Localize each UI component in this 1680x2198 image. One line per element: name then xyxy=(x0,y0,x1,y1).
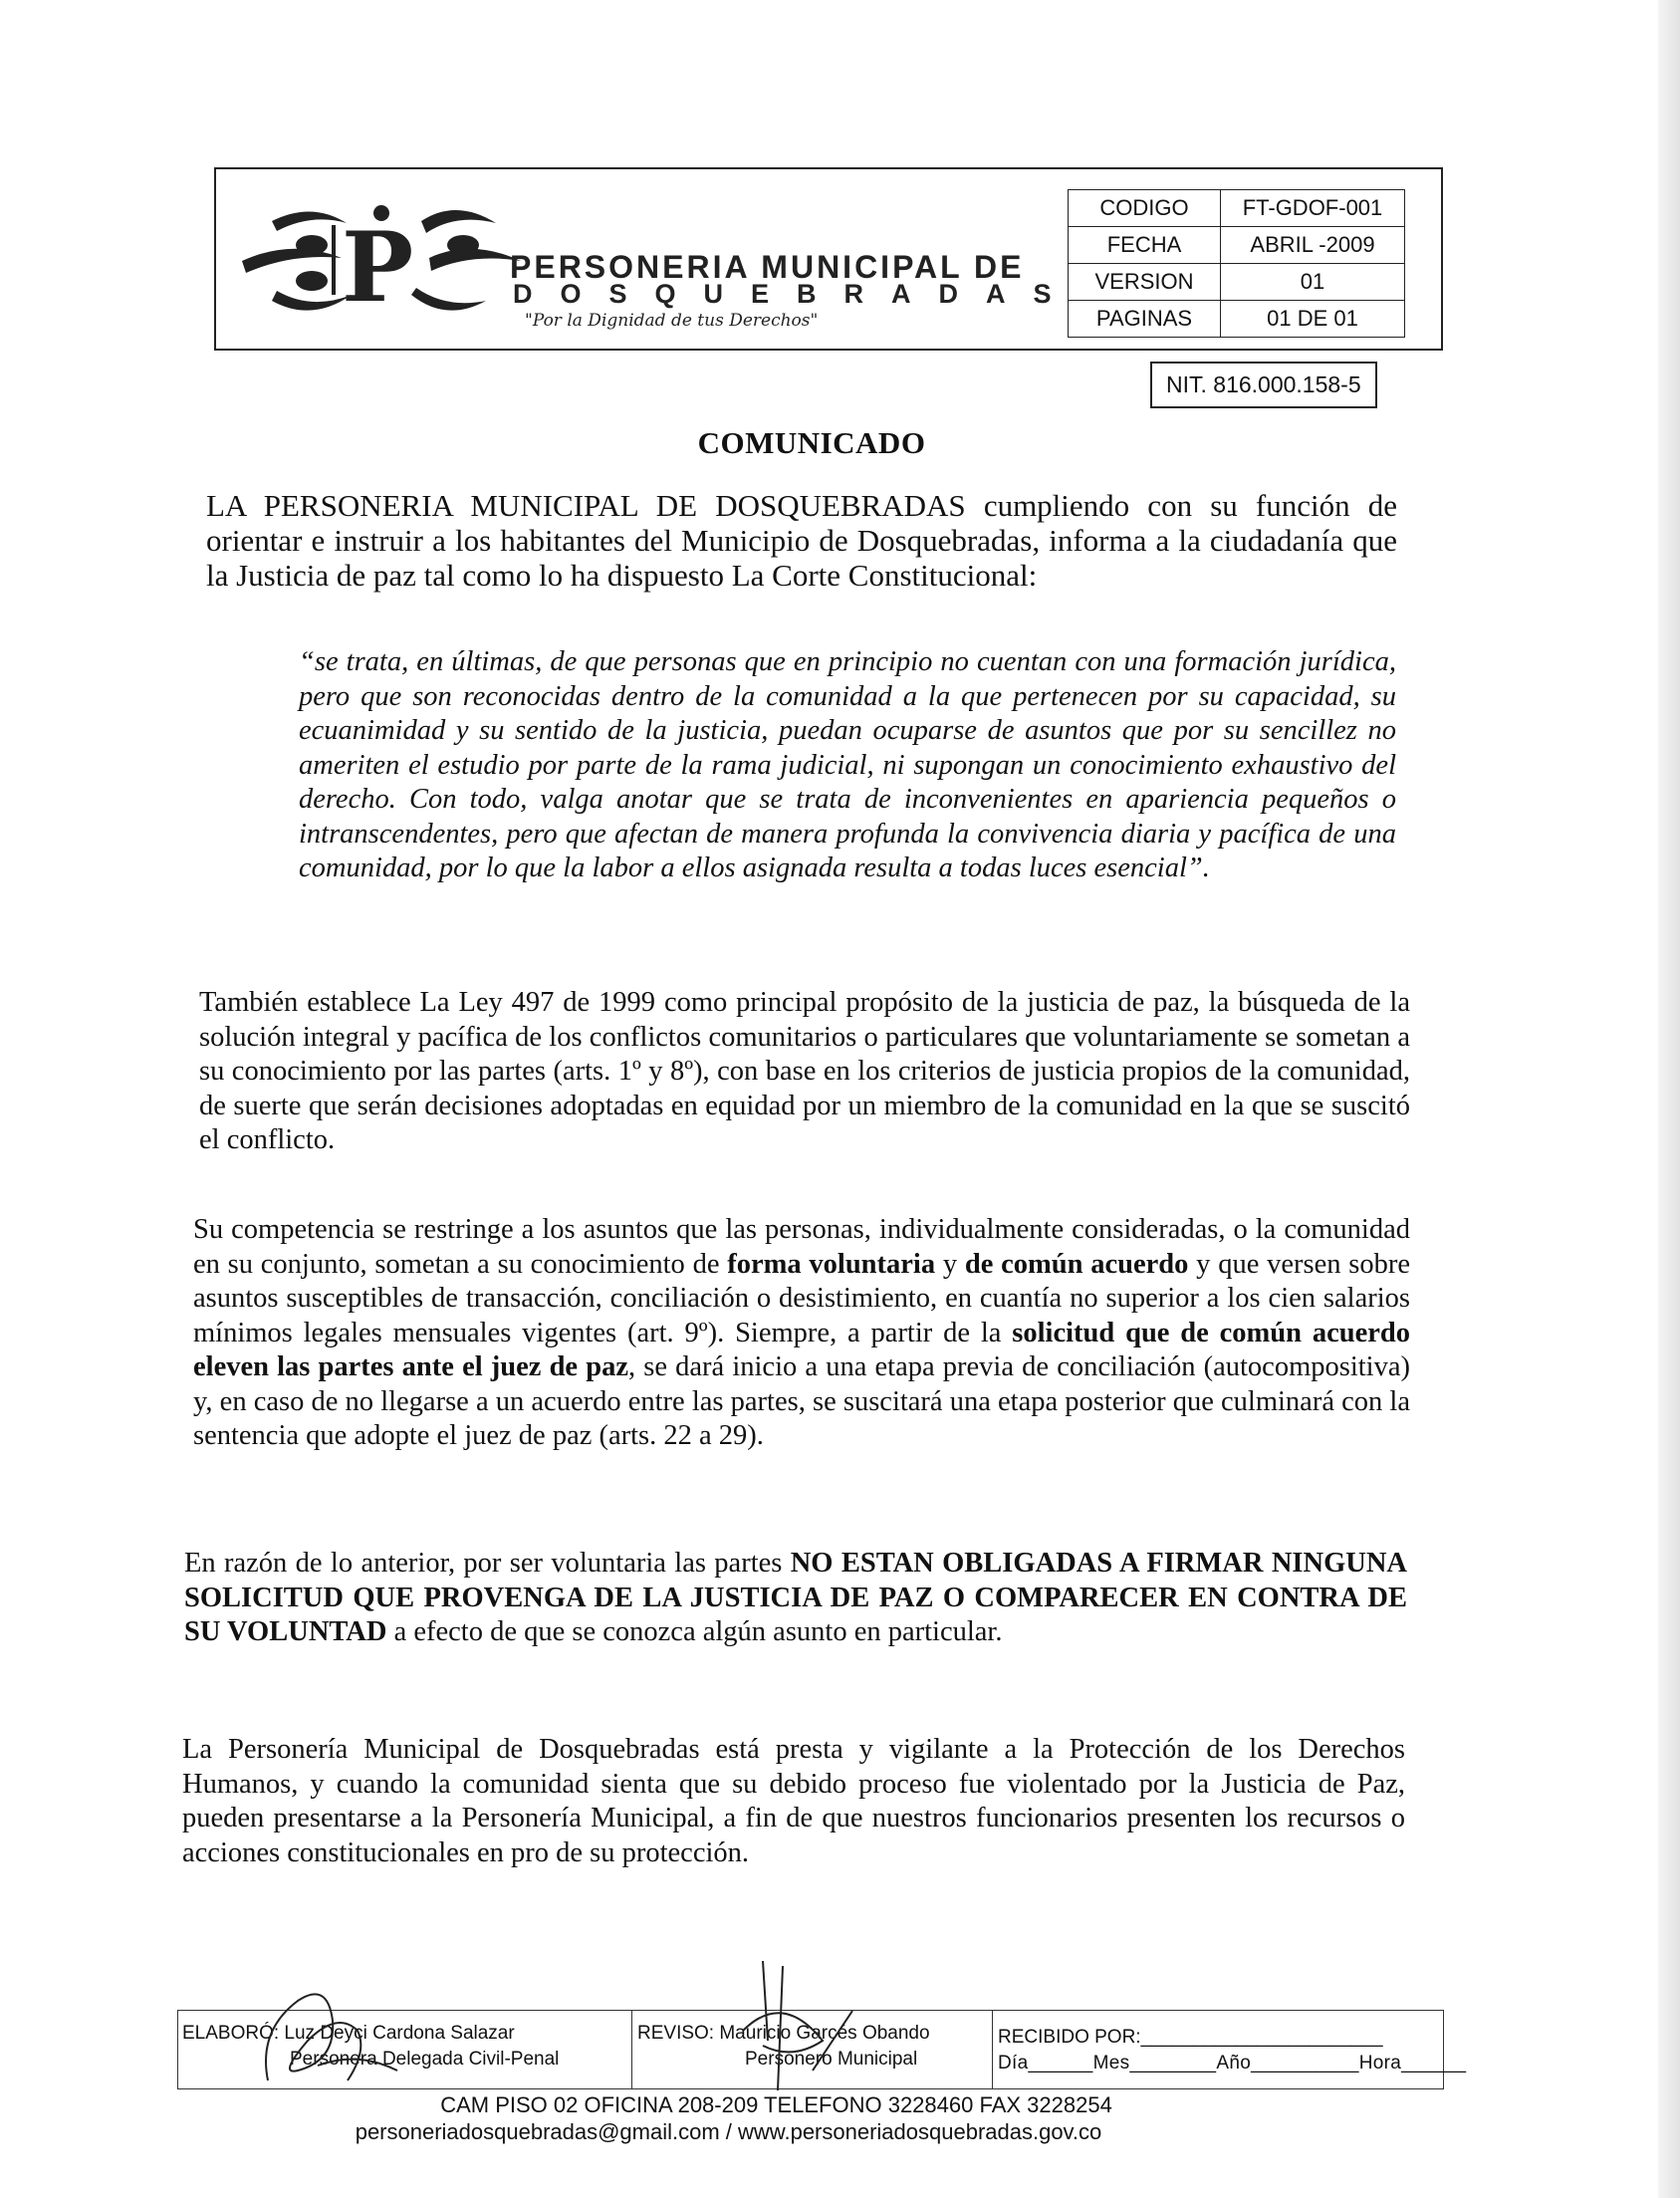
text-span: Su competencia se restringe a los asuntos que las personas, individualmente consideradas, o la comunidad en su conjunto, sometan a su conocimiento de xyxy=(193,1214,1410,1280)
reviso-label: REVISO: Mauricio Garcés Obando xyxy=(637,2023,930,2044)
closing-paragraph: La Personería Municipal de Dosquebradas está presta y vigilante a la Protección de los Derechos Humanos, y cuando la comunidad sienta que su debido proceso fue violentado por la Justicia de Paz, pueden presentarse a la Personería Municipal, a fin de que nuestros funcionarios presenten los recursos o acciones constitucionales en pro de su protección. xyxy=(182,1734,1405,1868)
fecha-value: ABRIL -2009 xyxy=(1221,227,1405,264)
constitutional-quote: “se trata, en últimas, de que personas que en principio no cuentan con una formación jurídica, pero que son reconocidas dentro de la comunidad a la que pertenecen por su capacidad, su ecuanimidad y su sentido de la justicia, puedan ocuparse de asuntos que por su sencillez no ameriten el estudio por parte de la rama judicial, ni supongan un conocimiento exhaustivo del derecho. Con todo, valga anotar que se trata de inconvenientes en apariencia pequeños o intranscendentes, pero que afectan de manera profunda la convivencia diaria y pacífica de una comunidad, por lo que la labor a ellos asignada resulta a todas luces esencial”. xyxy=(299,646,1396,883)
bold-span: forma voluntaria xyxy=(727,1248,936,1280)
org-slogan: "Por la Dignidad de tus Derechos" xyxy=(525,311,819,331)
law-paragraph: También establece La Ley 497 de 1999 como principal propósito de la justicia de paz, la búsqueda de la solución integral y pacífica de los conflictos comunitarios o particulares que voluntariamente se sometan a su conocimiento por las partes (arts. 1º y 8º), con base en los criterios de justicia propios de la comunidad, de suerte que serán decisiones adoptadas en equidad por un miembro de la comunidad en la que se suscitó el conflicto. xyxy=(199,987,1410,1155)
recibido-label: RECIBIDO POR:_______________________ xyxy=(998,2027,1383,2048)
footer-address: CAM PISO 02 OFICINA 208-209 TELEFONO 3228460 FAX 3228254 xyxy=(440,2092,1112,2117)
version-label: VERSION xyxy=(1069,264,1221,301)
document-control-table xyxy=(1068,189,1405,338)
paginas-label: PAGINAS xyxy=(1069,301,1221,338)
bold-span: solicitud que de común acuerdo eleven las partes ante el juez de paz xyxy=(193,1317,1410,1382)
bold-span: NO ESTAN OBLIGADAS A FIRMAR NINGUNA SOLICITUD QUE PROVENGA DE LA JUSTICIA DE PAZ O COMPARECER EN CONTRA DE SU VOLUNTAD xyxy=(184,1548,1407,1647)
personeria-logo xyxy=(232,183,531,333)
logo-letter: P xyxy=(342,211,414,324)
text-span: En razón de lo anterior, por ser voluntaria las partes xyxy=(184,1548,791,1579)
intro-paragraph: LA PERSONERIA MUNICIPAL DE DOSQUEBRADAS cumpliendo con su función de orientar e instruir a los habitantes del Municipio de Dosquebradas, informa a la ciudadanía que la Justicia de paz tal como lo ha dispuesto La Corte Constitucional: xyxy=(206,488,1397,593)
org-city: DOSQUEBRADAS xyxy=(513,279,1080,309)
signature-reviso xyxy=(723,1951,872,2100)
elaboro-cell xyxy=(178,2011,632,2088)
elaboro-label: ELABORÓ: Luz Deyci Cardona Salazar xyxy=(182,2023,515,2044)
elaboro-role: Personera Delegada Civil-Penal xyxy=(290,2049,560,2070)
scan-edge-shadow xyxy=(1658,0,1680,2198)
text-span: y que versen sobre asuntos susceptibles de transacción, conciliación o desistimiento, en cuantía no superior a los cien salarios mínimos legales mensuales vigentes (art. 9º). Siempre, a partir de la xyxy=(193,1248,1410,1348)
recibido-cell xyxy=(994,2011,1467,2088)
signature-box xyxy=(177,2010,1467,2089)
table-row xyxy=(1069,190,1405,227)
paginas-value: 01 DE 01 xyxy=(1221,301,1405,338)
org-name: PERSONERIA MUNICIPAL DE xyxy=(510,249,1025,285)
recibido-fields: Día______Mes________Año__________Hora______ xyxy=(998,2053,1467,2074)
text-span: , se dará inicio a una etapa previa de conciliación (autocompositiva) y, en caso de no llegarse a un acuerdo entre las partes, se suscitará una etapa posterior que culminará con la sentencia que adopte el juez de paz (arts. 22 a 29). xyxy=(193,1351,1410,1451)
text-span: y xyxy=(935,1248,965,1280)
fecha-label: FECHA xyxy=(1069,227,1221,264)
footer-contact: personeriadosquebradas@gmail.com / www.personeriadosquebradas.gov.co xyxy=(355,2119,1102,2144)
version-value: 01 xyxy=(1221,264,1405,301)
text-span: a efecto de que se conozca algún asunto en particular. xyxy=(386,1616,1003,1647)
document-title: COMUNICADO xyxy=(697,425,926,460)
bold-span: de común acuerdo xyxy=(964,1248,1189,1280)
table-row xyxy=(1069,227,1405,264)
codigo-value: FT-GDOF-001 xyxy=(1221,190,1405,227)
reviso-role: Personero Municipal xyxy=(745,2049,918,2070)
signature-elaboro xyxy=(238,1971,417,2100)
competence-paragraph xyxy=(193,1213,1410,1454)
table-row xyxy=(1069,301,1405,338)
codigo-label: CODIGO xyxy=(1069,190,1221,227)
nit-box: NIT. 816.000.158-5 xyxy=(1150,362,1377,408)
notice-paragraph xyxy=(184,1547,1407,1650)
reviso-cell xyxy=(633,2011,993,2088)
table-row xyxy=(1069,264,1405,301)
